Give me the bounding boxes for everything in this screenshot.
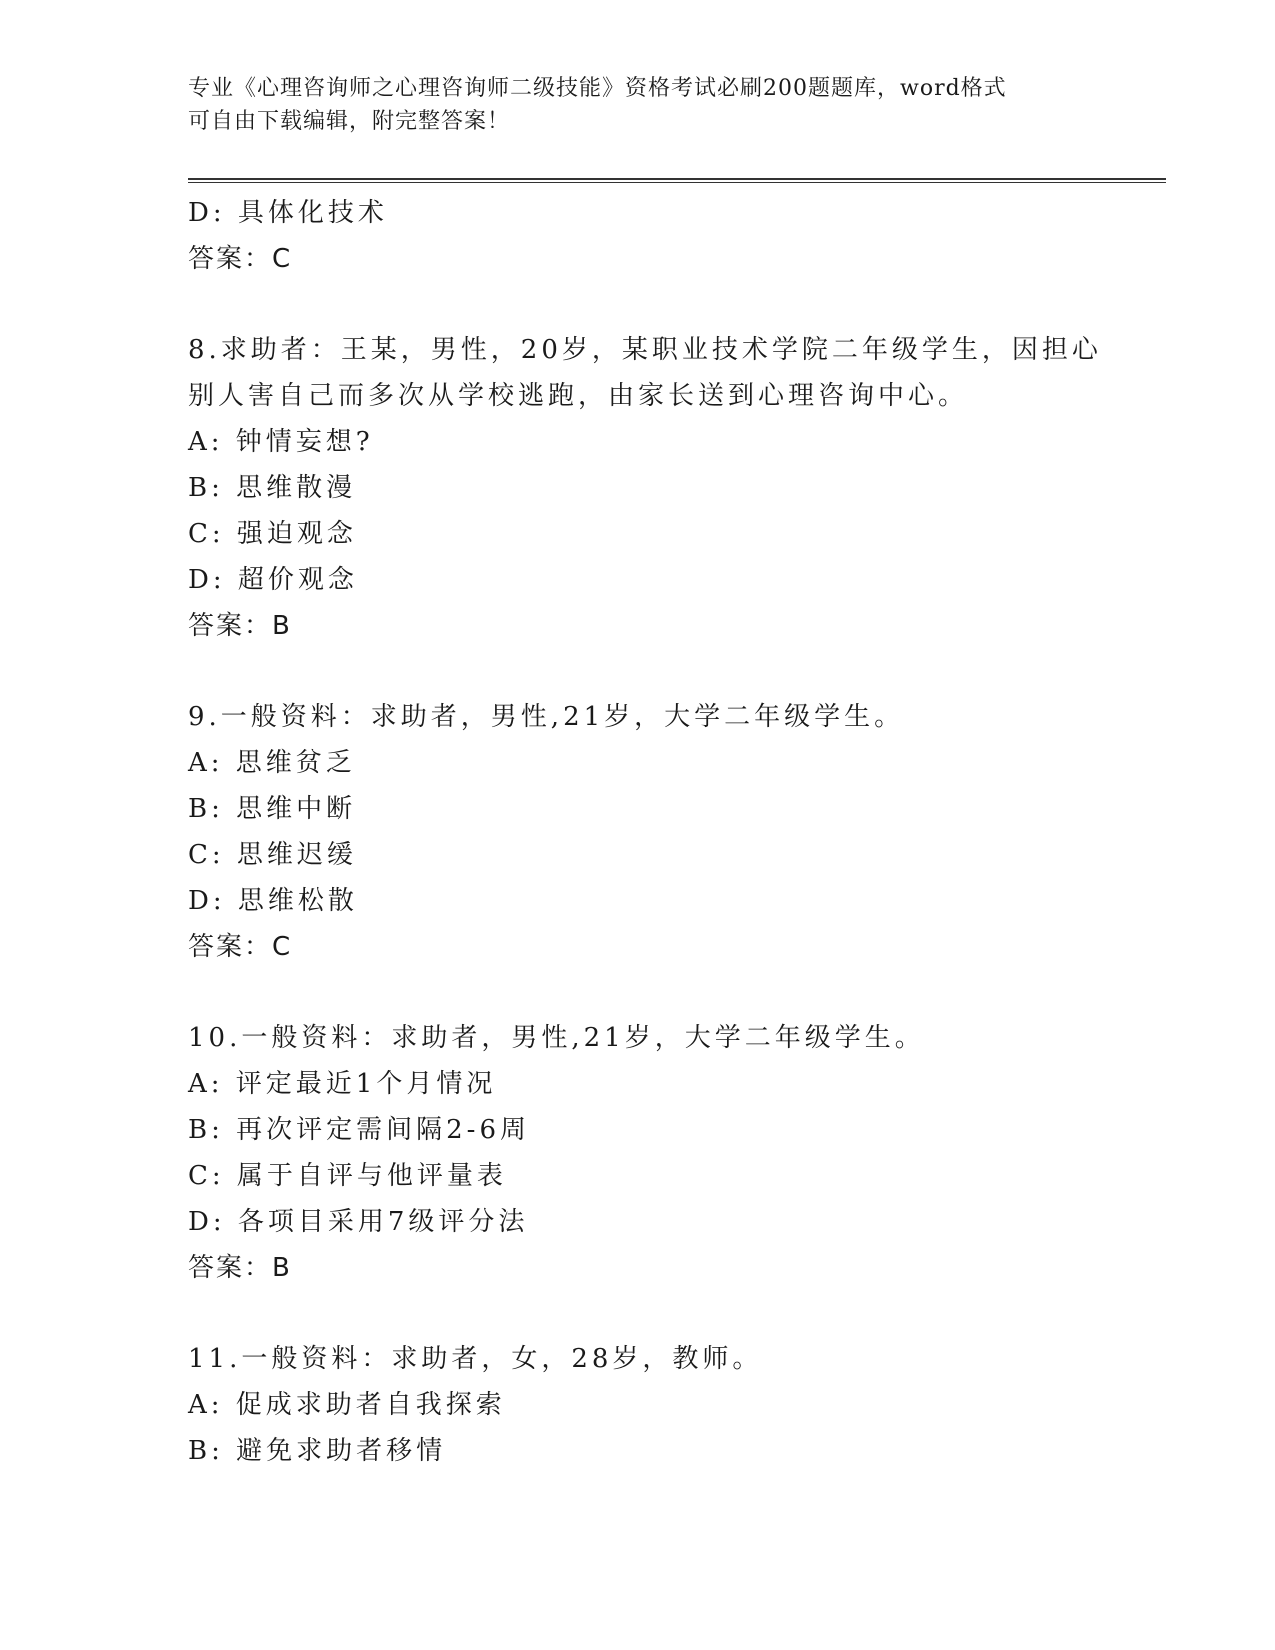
question-stem: 9.一般资料：求助者，男性,21岁，大学二年级学生。 [188,702,905,732]
option-a: A: 促成求助者自我探索 [188,1390,506,1420]
question-stem: 10.一般资料：求助者，男性,21岁，大学二年级学生。 [188,1023,925,1053]
option-d: D: 具体化技术 [188,198,388,228]
option-b: B: 再次评定需间隔2-6周 [188,1115,531,1145]
header-divider [188,178,1166,183]
answer: 答案：B [188,611,292,641]
option-d: D: 各项目采用7级评分法 [188,1207,529,1237]
question-10 [188,1015,1148,1291]
answer: 答案：B [188,1253,292,1283]
question-stem: 11.一般资料：求助者，女，28岁，教师。 [188,1344,763,1374]
question-8 [188,327,1148,649]
question-list [188,190,1148,1474]
option-d: D: 超价观念 [188,565,358,595]
page-header [188,72,1088,138]
option-d: D: 思维松散 [188,886,358,916]
header-line-2: 可自由下载编辑，附完整答案！ [188,109,511,134]
option-c: C: 思维迟缓 [188,840,357,870]
answer: 答案：C [188,244,293,274]
option-c: C: 强迫观念 [188,519,357,549]
option-b: B: 思维中断 [188,794,357,824]
answer: 答案：C [188,932,293,962]
question-stem-continued: 别人害自己而多次从学校逃跑，由家长送到心理咨询中心。 [188,381,969,411]
question-9 [188,694,1148,970]
option-b: B: 避免求助者移情 [188,1436,447,1466]
question-stem: 8.求助者：王某，男性，20岁，某职业技术学院二年级学生，因担心 [188,335,1102,365]
option-a: A: 钟情妄想? [188,427,374,457]
option-a: A: 思维贫乏 [188,748,356,778]
question-11 [188,1336,1148,1474]
option-b: B: 思维散漫 [188,473,357,503]
header-line-1: 专业《心理咨询师之心理咨询师二级技能》资格考试必刷200题题库，word格式 [188,76,1007,101]
option-c: C: 属于自评与他评量表 [188,1161,507,1191]
option-a: A: 评定最近1个月情况 [188,1069,497,1099]
